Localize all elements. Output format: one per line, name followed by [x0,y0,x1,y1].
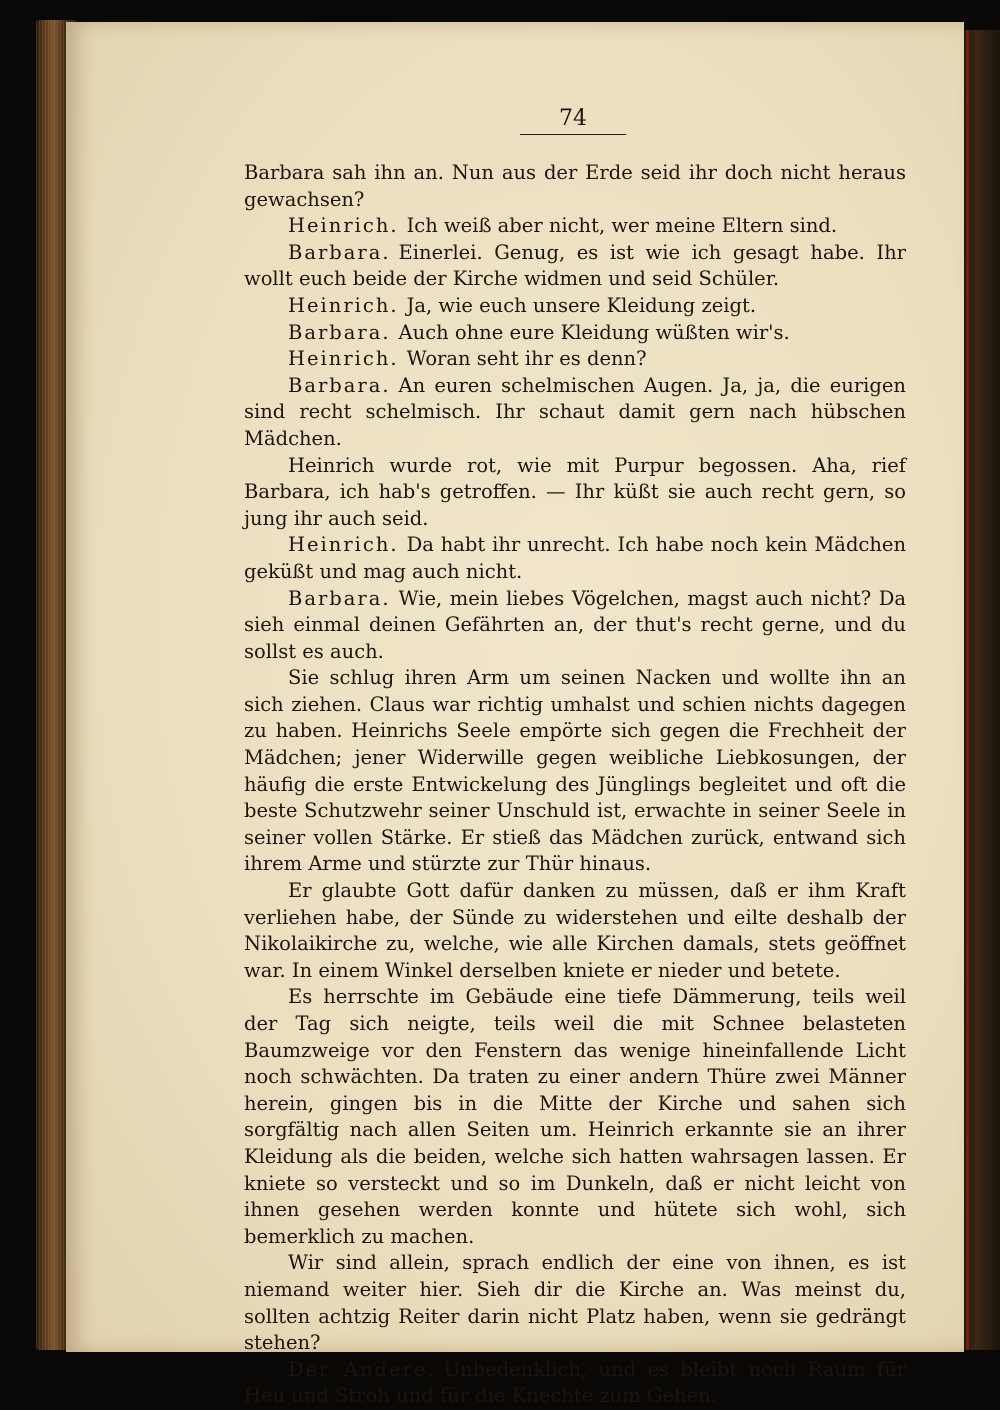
paragraph-text: Wir sind allein, sprach endlich der eine von ihnen, es ist niemand weiter hier. Sieh dir die Kirche an. Was meinst du, sollten achtzig Reiter darin nicht Platz haben, wenn sie gedrängt stehen? [244,1251,906,1355]
dialogue-line [244,586,906,666]
dialogue-text: Einerlei. Genug, es ist wie ich gesagt habe. Ihr wollt euch beide der Kirche widmen und seid Schüler. [244,240,906,291]
dialogue-text: An euren schelmischen Augen. Ja, ja, die eurigen sind recht schelmisch. Ihr schaut damit gern nach hübschen Mädchen. [244,373,906,450]
paragraph [244,160,906,213]
paragraph [244,878,906,984]
paragraph-text: Er glaubte Gott dafür danken zu müssen, daß er ihm Kraft verliehen habe, der Sünde zu widerstehen und eilte deshalb der Nikolaikirche zu, welche, wie alle Kirchen damals, stets geöffnet war. In einem Winkel derselben kniete er nieder und betete. [244,879,906,982]
dialogue-line [244,373,906,453]
paragraph-text: Es herrschte im Gebäude eine tiefe Dämmerung, teils weil der Tag sich neigte, teils weil die mit Schnee belasteten Baumzweige vor den Fenstern das wenige hineinfallende Licht noch schwächten. Da traten zu einer andern Thüre zwei Männer herein, gingen bis in die Mitte der Kirche und sahen sich sorgfältig nach allen Seiten um. Heinrich erkannte sie an ihrer Kleidung als die beiden, welche sich hatten wahrsagen lassen. Er kniete so versteckt und so im Dunkeln, daß er nicht leicht von ihnen gesehen werden konnte und hütete sich wohl, sich bemerklich zu machen. [244,985,906,1248]
dialogue-text: Da habt ihr unrecht. Ich habe noch kein Mädchen geküßt und mag auch nicht. [244,533,906,583]
speaker-name: Heinrich . [288,214,397,237]
dialogue-text: Ich weiß aber nicht, wer meine Eltern sind. [406,214,838,238]
dialogue-text: Woran seht ihr es denn? [406,347,647,371]
dialogue-text: Unbedenklich, und es bleibt noch Raum für Heu und Stroh und für die Knechte zum Gehen. [244,1357,906,1408]
speaker-name: Der Andere . [288,1358,434,1381]
dialogue-text: Wie, mein liebes Vögelchen, magst auch nicht? Da sieh einmal deinen Gefährten an, der thut's recht gerne, und du sollst es auch. [244,586,906,663]
page-number: 74 [559,106,587,131]
paragraph [244,665,906,878]
speaker-name: Heinrich . [288,294,397,317]
paragraph [244,984,906,1250]
dialogue-line [244,320,906,347]
speaker-name: Barbara . [288,374,389,397]
speaker-name: Heinrich . [288,347,397,370]
paragraph-text: Heinrich wurde rot, wie mit Purpur begossen. Aha, rief Barbara, ich hab's getroffen. — Ihr küßt sie auch recht gern, so jung ihr auch seid. [244,453,906,530]
speaker-name: Barbara . [288,587,389,610]
dialogue-text: Auch ohne eure Kleidung wüßten wir's. [398,320,790,344]
paragraph-text: Barbara sah ihn an. Nun aus der Erde seid ihr doch nicht heraus gewachsen? [244,161,906,211]
dialogue-line [244,240,906,293]
page-body-text [244,160,906,1410]
dialogue-line [244,346,906,373]
page-number-rule [520,134,626,135]
facing-page-edge [960,30,1000,1350]
speaker-name: Barbara . [288,241,389,264]
speaker-name: Heinrich . [288,533,397,556]
dialogue-line [244,293,906,320]
paragraph [244,1250,906,1356]
dialogue-text: Ja, wie euch unsere Kleidung zeigt. [406,293,757,317]
paragraph [244,453,906,533]
dialogue-line [244,213,906,240]
dialogue-line [244,1357,906,1410]
speaker-name: Barbara . [288,321,389,344]
paragraph-text: Sie schlug ihren Arm um seinen Nacken und wollte ihn an sich ziehen. Claus war richtig umhalst und schien nichts dagegen zu haben. Heinrichs Seele empörte sich gegen die Frechheit der Mädchen; jener Widerwille gegen weibliche Liebkosungen, der häufig die erste Entwickelung des Jünglings begleitet und oft die beste Schutzwehr seiner Unschuld ist, erwachte in seiner Seele in seiner vollen Stärke. Er stieß das Mädchen zurück, entwand sich ihrem Arme und stürzte zur Thür hinaus. [244,666,906,876]
dialogue-line [244,532,906,585]
